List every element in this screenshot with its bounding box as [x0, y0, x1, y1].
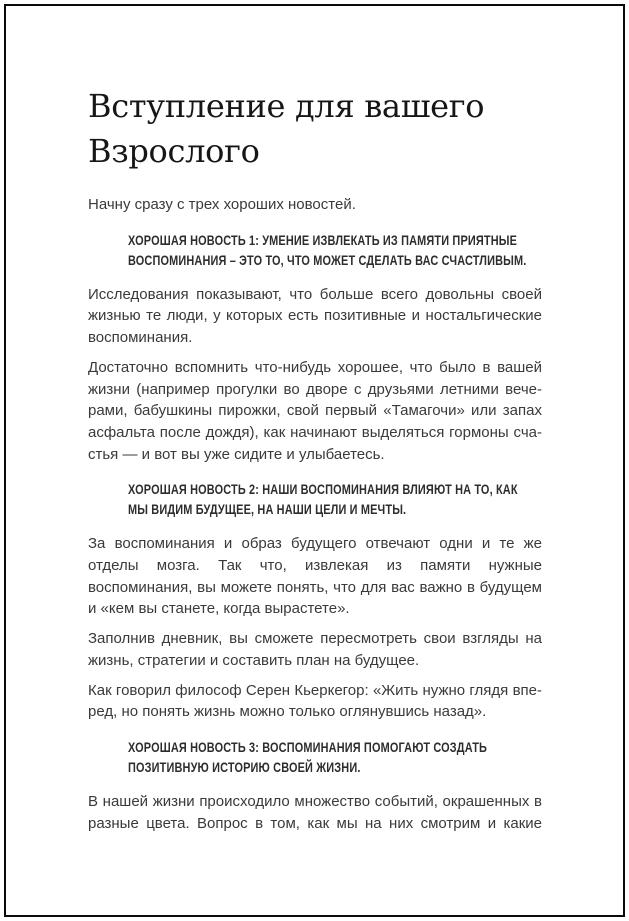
paragraph-life-events: В нашей жизни происходило множество событий, окрашенных в разные цвета. Вопрос в том, как мы на них смотрим и какие: [88, 792, 542, 832]
chapter-title-line-2: Взрослого: [88, 132, 260, 170]
callout-good-news-2-text: ХОРОШАЯ НОВОСТЬ 2: НАШИ ВОСПОМИНАНИЯ ВЛИЯЮТ НА ТО, КАК МЫ ВИДИМ БУДУЩЕЕ, НА НАШИ ЦЕЛИ И МЕЧТЫ.: [128, 481, 518, 518]
paragraph-kierkegaard-quote: Как говорил философ Серен Кьеркегор: «Жить нужно глядя вперед, но понять жизнь можно только оглянувшись назад».: [88, 681, 542, 721]
paragraph-research: Исследования показывают, что больше всего довольны своей жизнью те люди, у которых есть позитивные и ностальгические воспоминания.: [88, 285, 542, 347]
callout-good-news-1-text: ХОРОШАЯ НОВОСТЬ 1: УМЕНИЕ ИЗВЛЕКАТЬ ИЗ ПАМЯТИ ПРИЯТНЫЕ ВОСПОМИНАНИЯ – ЭТО ТО, ЧТО МОЖЕТ СДЕЛАТЬ ВАС СЧАСТЛИВЫМ.: [128, 231, 527, 268]
chapter-title-line-1: Вступление для вашего: [88, 87, 485, 125]
paragraph-journal: Заполнив дневник, вы сможете пересмотреть свои взгляды на жизнь, стратегии и составить план на будущее.: [88, 630, 542, 669]
paragraph-brain-regions: За воспоминания и образ будущего отвечают одни и те же отделы мозга. Так что, извлекая из памяти нужные воспоминания, вы можете понять, что для вас важно в будущем и «кем вы станете, когда вырастете».: [88, 535, 542, 618]
callout-good-news-3: [128, 737, 542, 777]
paragraph-memories-example: Достаточно вспомнить что-нибудь хорошее, что было в вашей жизни (например прогулки во дворе с друзьями летними вечерами, бабушкины пирожки, свой первый «Тамагочи» или запах асфальта после дождя), как начинают выделяться гормоны счастья — и вот вы уже сидите и улыбаетесь.: [88, 358, 542, 463]
chapter-title: [88, 84, 542, 174]
callout-good-news-2: [128, 479, 542, 519]
callout-good-news-3-text: ХОРОШАЯ НОВОСТЬ 3: ВОСПОМИНАНИЯ ПОМОГАЮТ СОЗДАТЬ ПОЗИТИВНУЮ ИСТОРИЮ СВОЕЙ ЖИЗНИ.: [128, 738, 488, 775]
intro-paragraph: Начну сразу с трех хороших новостей.: [88, 196, 356, 213]
page-content: [88, 0, 542, 842]
callout-good-news-1: [128, 230, 542, 270]
